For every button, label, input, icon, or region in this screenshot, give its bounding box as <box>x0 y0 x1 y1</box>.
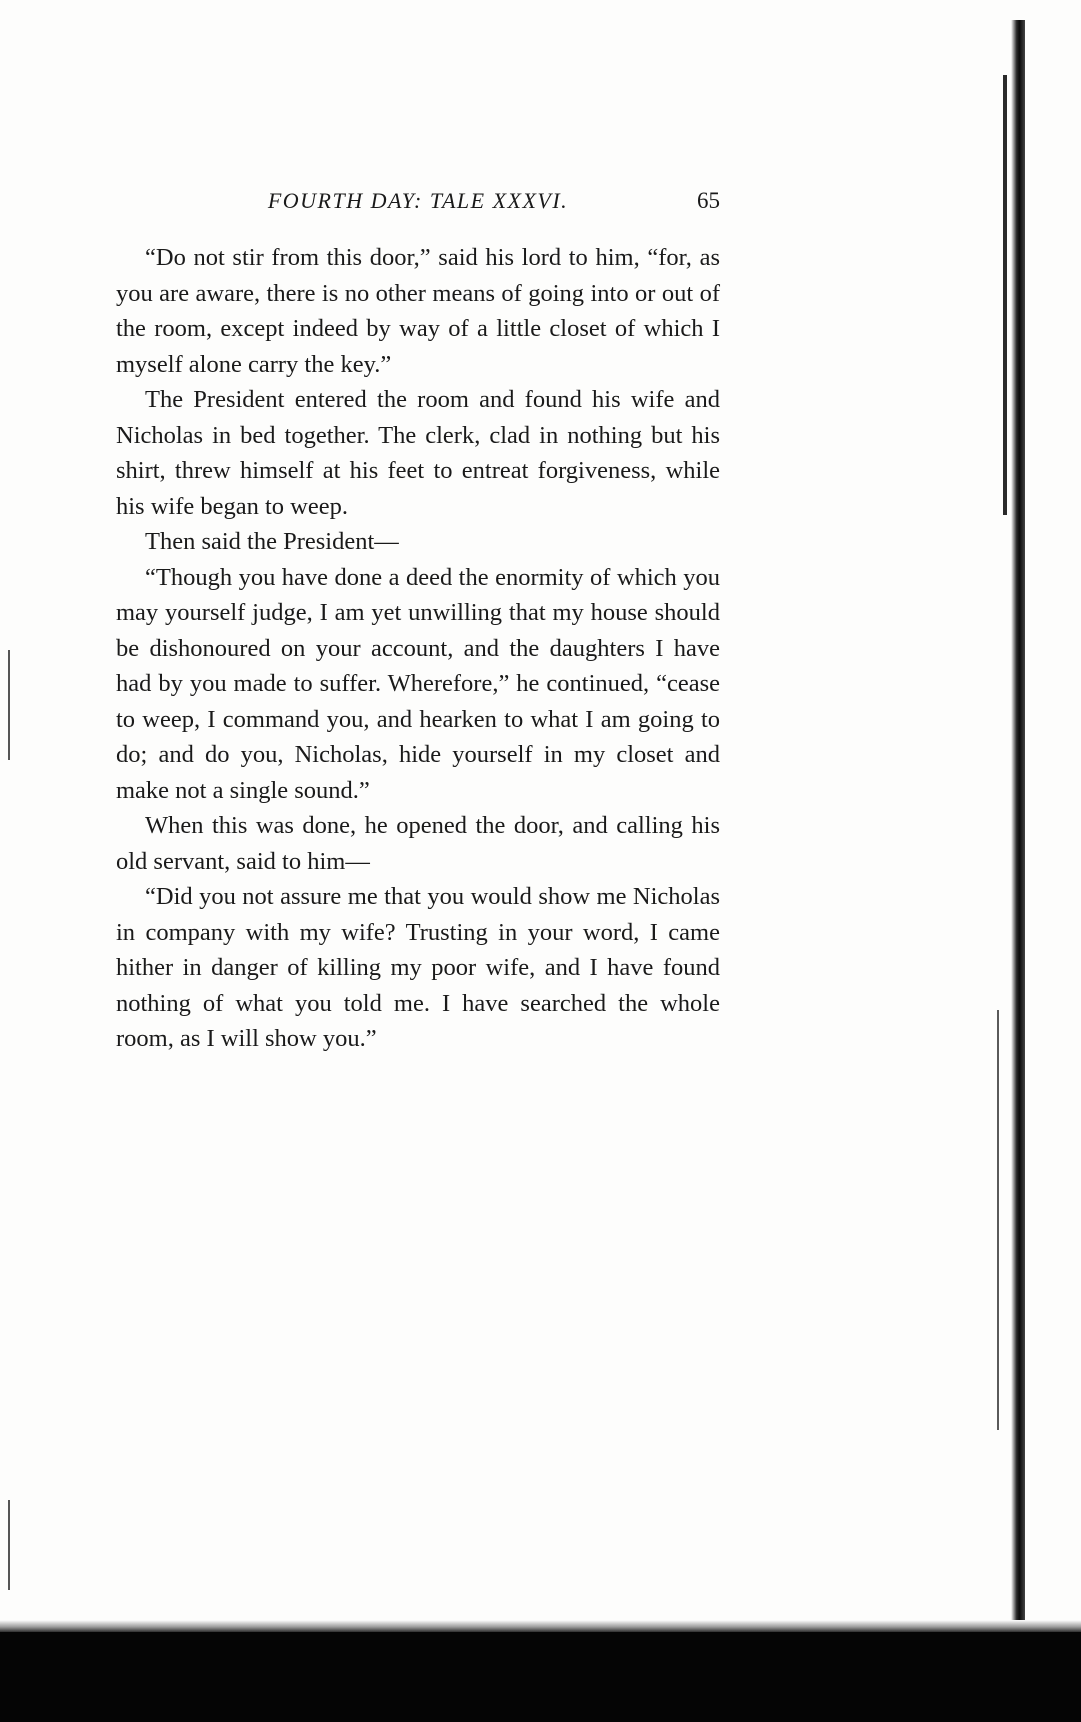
paragraph: “Did you not assure me that you would show me Nicholas in company with my wife? Trusting in your word, I came hither in danger of killing my poor wife, and I have found nothing of what you told me. I have searched the whole room, as I will show you.” <box>116 883 720 1052</box>
scan-edge-shadow <box>1011 20 1025 1680</box>
page-number: 65 <box>697 188 720 213</box>
running-title: FOURTH DAY: TALE XXXVI. <box>267 188 569 213</box>
scan-edge-line <box>997 1010 999 1430</box>
body-text <box>116 240 720 1057</box>
scan-bottom-shadow <box>0 1632 1081 1722</box>
paragraph: When this was done, he opened the door, and calling his old servant, said to him— <box>116 812 720 875</box>
scan-left-mark <box>8 650 10 760</box>
scan-edge-line <box>1003 75 1007 515</box>
paragraph: Then said the President— <box>145 528 399 555</box>
scan-left-mark <box>8 1500 10 1590</box>
paragraph: “Do not stir from this door,” said his lord to him, “for, as you are aware, there is no other means of going into or out of the room, except indeed by way of a little closet of which I myself alone carry the key.” <box>116 244 720 378</box>
running-head <box>116 188 720 218</box>
paragraph: The President entered the room and found his wife and Nicholas in bed together. The clerk, clad in nothing but his shirt, threw himself at his feet to entreat forgiveness, while his wife began to weep. <box>116 386 720 520</box>
paragraph: “Though you have done a deed the enormity of which you may yourself judge, I am yet unwilling that my house should be dishonoured on your account, and the daughters I have had by you made to suffer. Wherefore,” he continued, “cease to weep, I command you, and hearken to what I am going to do; and do you, Nicholas, hide yourself in my closet and make not a single sound.” <box>116 563 720 804</box>
